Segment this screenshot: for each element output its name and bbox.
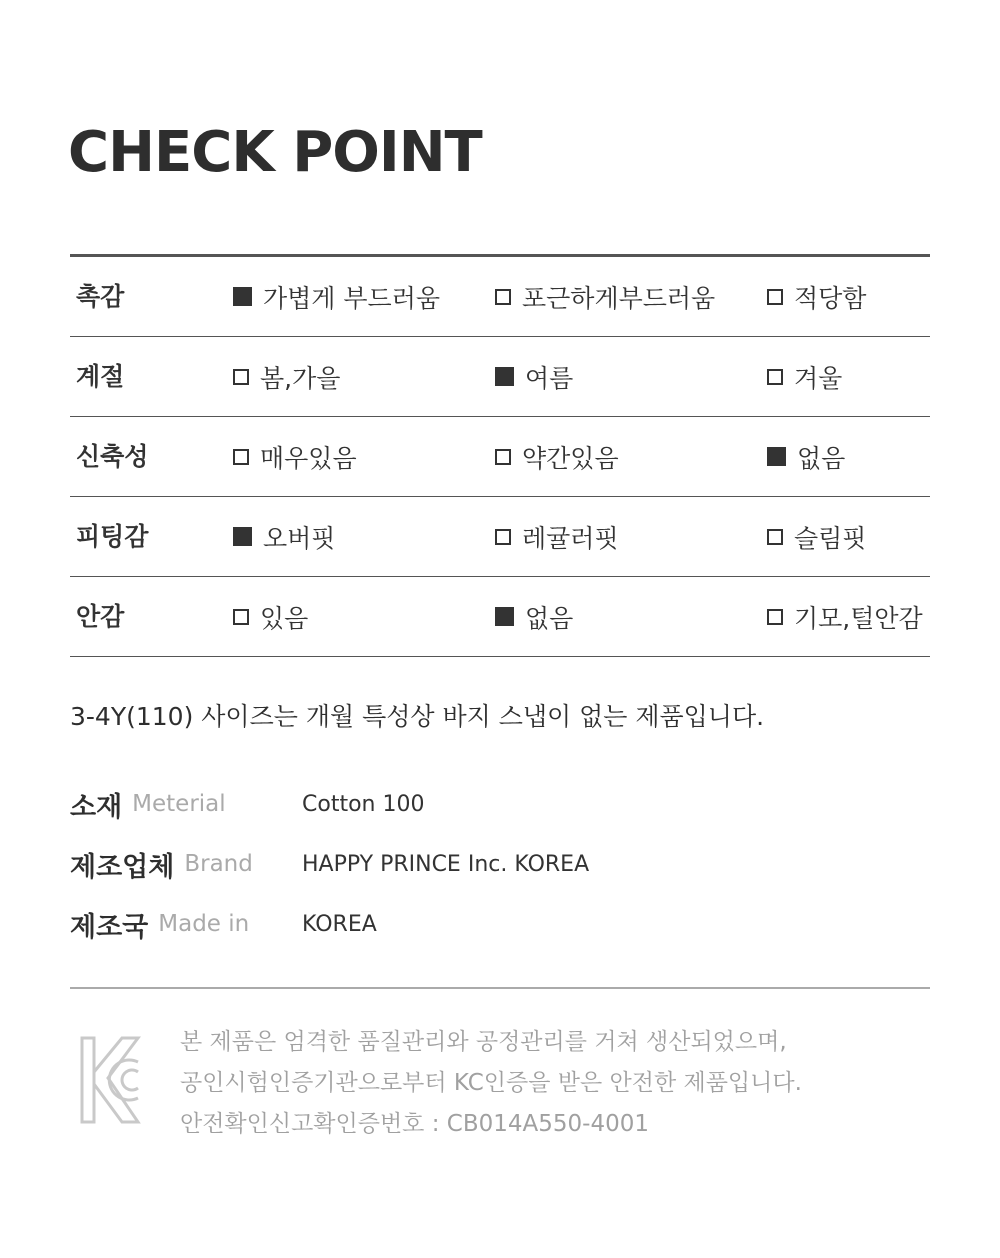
checkbox-icon — [767, 609, 783, 625]
checkbox-icon — [495, 449, 511, 465]
section-divider — [70, 987, 930, 989]
option-no-lining — [495, 577, 573, 656]
option-label: 가볍게 부드러움 — [263, 283, 440, 313]
page-title: CHECK POINT — [68, 120, 482, 185]
info-row-brand — [70, 842, 930, 886]
option-light-soft — [233, 257, 440, 336]
option-label: 매우있음 — [260, 443, 357, 473]
option-overfit — [233, 497, 335, 576]
option-cozy-soft — [495, 257, 715, 336]
checkbox-checked-icon — [233, 287, 252, 306]
row-label: 신축성 — [76, 442, 149, 471]
info-label: 제조국 — [70, 911, 149, 943]
option-label: 포근하게부드러움 — [522, 283, 716, 313]
option-label: 약간있음 — [522, 443, 619, 473]
kc-text-line: 안전확인신고확인증번호 : CB014A550-4001 — [180, 1111, 649, 1137]
checkbox-icon — [495, 529, 511, 545]
option-label: 없음 — [525, 603, 574, 633]
option-label: 오버핏 — [263, 523, 336, 553]
checkbox-icon — [233, 369, 249, 385]
table-row-lining — [70, 577, 930, 657]
checkbox-checked-icon — [495, 607, 514, 626]
option-slightly-stretchy — [495, 417, 619, 496]
option-lined — [233, 577, 308, 656]
option-label: 봄,가을 — [260, 363, 341, 393]
checkbox-checked-icon — [495, 367, 514, 386]
checkbox-icon — [767, 289, 783, 305]
info-row-made-in — [70, 902, 930, 946]
kc-text-line: 본 제품은 엄격한 품질관리와 공정관리를 거쳐 생산되었으며, — [180, 1029, 787, 1055]
check-point-table — [70, 254, 930, 657]
row-label: 피팅감 — [76, 522, 149, 551]
row-label: 안감 — [76, 602, 125, 631]
kc-text-line: 공인시험인증기관으로부터 KC인증을 받은 안전한 제품입니다. — [180, 1070, 802, 1096]
checkbox-icon — [767, 369, 783, 385]
option-no-stretch — [767, 417, 845, 496]
option-label: 없음 — [797, 443, 846, 473]
kc-certification-text — [180, 1022, 802, 1145]
checkbox-icon — [495, 289, 511, 305]
table-row-fit — [70, 497, 930, 577]
option-label: 슬림핏 — [794, 523, 867, 553]
option-label: 있음 — [260, 603, 309, 633]
checkbox-icon — [233, 449, 249, 465]
info-value: KOREA — [302, 911, 377, 937]
row-label: 촉감 — [76, 282, 125, 311]
kc-certification-icon — [80, 1034, 142, 1126]
checkbox-checked-icon — [233, 527, 252, 546]
table-row-season — [70, 337, 930, 417]
info-value: HAPPY PRINCE Inc. KOREA — [302, 851, 590, 877]
row-label: 계절 — [76, 362, 125, 391]
info-label: 제조업체 — [70, 851, 175, 883]
checkbox-icon — [767, 529, 783, 545]
info-sublabel: Brand — [184, 851, 253, 877]
option-label: 레귤러핏 — [522, 523, 619, 553]
info-value: Cotton 100 — [302, 791, 425, 817]
option-label: 기모,털안감 — [794, 603, 923, 633]
table-row-touch — [70, 257, 930, 337]
checkbox-checked-icon — [767, 447, 786, 466]
size-note: 3-4Y(110) 사이즈는 개월 특성상 바지 스냅이 없는 제품입니다. — [70, 702, 765, 731]
option-moderate — [767, 257, 866, 336]
option-very-stretchy — [233, 417, 357, 496]
option-slim-fit — [767, 497, 866, 576]
option-winter — [767, 337, 842, 416]
info-sublabel: Meterial — [132, 791, 226, 817]
checkbox-icon — [233, 609, 249, 625]
option-summer — [495, 337, 573, 416]
option-regular-fit — [495, 497, 619, 576]
info-sublabel: Made in — [158, 911, 250, 937]
option-fleece-lining — [767, 577, 923, 656]
option-spring-fall — [233, 337, 340, 416]
table-row-stretch — [70, 417, 930, 497]
option-label: 여름 — [525, 363, 574, 393]
option-label: 적당함 — [794, 283, 867, 313]
info-label: 소재 — [70, 791, 123, 823]
option-label: 겨울 — [794, 363, 843, 393]
info-row-material — [70, 782, 930, 826]
